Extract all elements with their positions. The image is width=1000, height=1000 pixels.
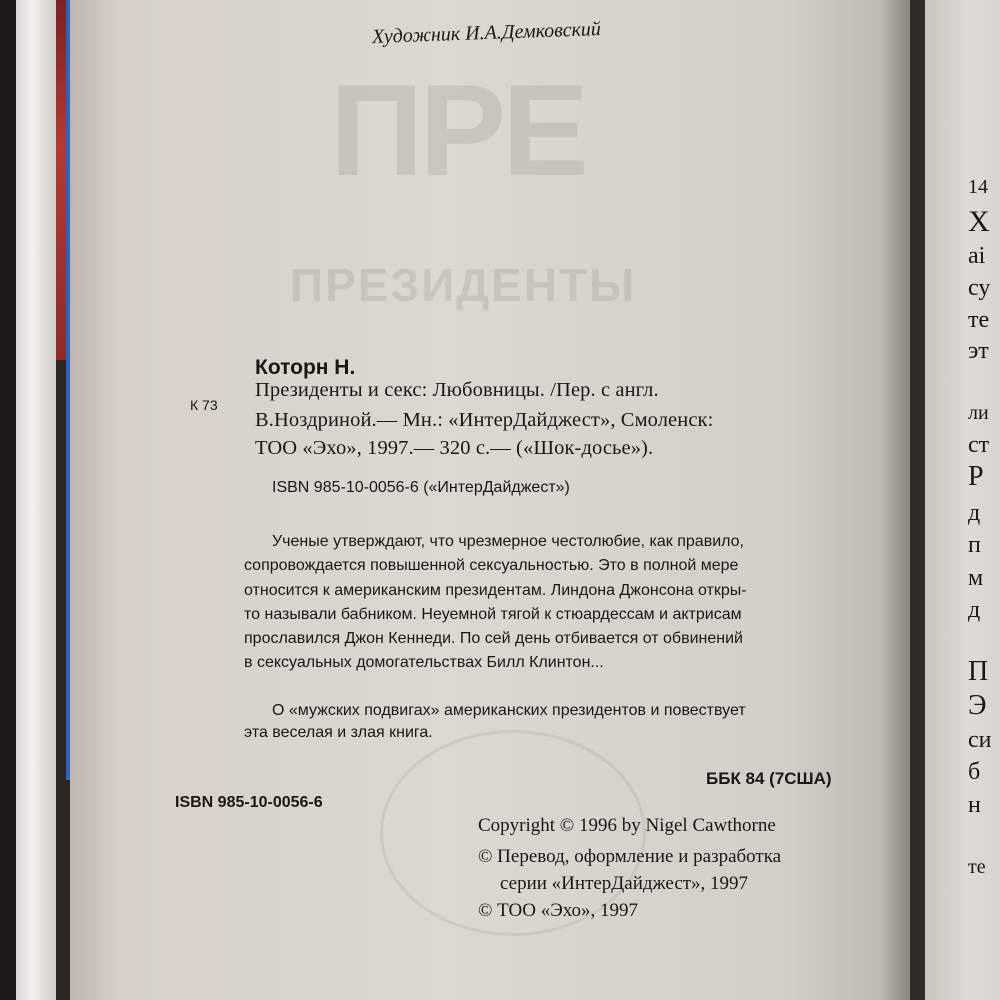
annotation-line: прославился Джон Кеннеди. По сей день отбивается от обвинений <box>244 630 743 647</box>
annotation-line: то называли бабником. Неуемной тягой к стюардессам и актрисам <box>244 606 742 623</box>
artist-credit: Художник И.А.Демковский <box>371 18 602 48</box>
right-page-fragment: м <box>968 565 984 591</box>
right-page-fragment: Э <box>968 690 987 721</box>
annotation-line: О «мужских подвигах» американских президентов и повествует <box>272 702 746 719</box>
right-page-fragment: п <box>968 532 981 558</box>
annotation-line: относится к американским президентам. Линдона Джонсона откры- <box>244 582 747 599</box>
right-page-fragment: те <box>968 856 986 878</box>
bleed-through-title-mark: ПРЕ <box>330 57 585 203</box>
right-page-fragment: н <box>968 792 981 818</box>
right-page-fragment: д <box>968 500 981 526</box>
right-page-fragment: д <box>968 597 981 623</box>
copyright-line: © ТОО «Эхо», 1997 <box>478 900 639 921</box>
book-cover-white-strip <box>16 0 56 1000</box>
right-page-fragment: б <box>968 759 981 785</box>
right-page-fragment: ли <box>968 402 989 424</box>
right-page <box>925 0 1000 1000</box>
author-name: Которн Н. <box>255 356 356 379</box>
right-page-fragment: Р <box>968 461 984 492</box>
right-page-fragment: 14 <box>968 176 988 198</box>
annotation-line: в сексуальных домогательствах Билл Клинтон... <box>244 654 604 671</box>
annotation-line: эта веселая и злая книга. <box>244 724 433 741</box>
isbn-bottom: ISBN 985-10-0056-6 <box>175 794 323 811</box>
annotation-line: сопровождается повышенной сексуальностью. Это в полной мере <box>244 557 739 574</box>
right-page-fragment: эт <box>968 338 989 364</box>
copyright-line: © Перевод, оформление и разработка <box>478 846 782 867</box>
bibliography-line: ТОО «Эхо», 1997.— 320 с.— («Шок-досье»). <box>255 437 654 459</box>
right-page-fragment: су <box>968 275 991 301</box>
bibliography-line: Президенты и секс: Любовницы. /Пер. с англ. <box>255 379 659 401</box>
copyright-line: серии «ИнтерДайджест», 1997 <box>500 873 749 894</box>
right-page-fragment: аі <box>968 243 986 269</box>
right-page-fragment: си <box>968 727 992 753</box>
annotation-line: Ученые утверждают, что чрезмерное честолюбие, как правило, <box>272 533 744 550</box>
bibliography-line: В.Ноздриной.— Мн.: «ИнтерДайджест», Смоленск: <box>255 409 714 431</box>
bleed-through-subtitle-mark: ПРЕЗИДЕНТЫ <box>290 259 637 311</box>
isbn-line: ISBN 985-10-0056-6 («ИнтерДайджест») <box>272 479 570 496</box>
catalog-code: К 73 <box>190 397 218 413</box>
bbk-classification: ББК 84 (7США) <box>706 769 832 788</box>
copyright-line: Copyright © 1996 by Nigel Cawthorne <box>478 815 776 836</box>
right-page-fragment: Х <box>968 205 990 238</box>
right-page-fragment: П <box>968 656 989 687</box>
right-page-fragment: те <box>968 307 990 333</box>
right-page-fragment: ст <box>968 432 990 458</box>
